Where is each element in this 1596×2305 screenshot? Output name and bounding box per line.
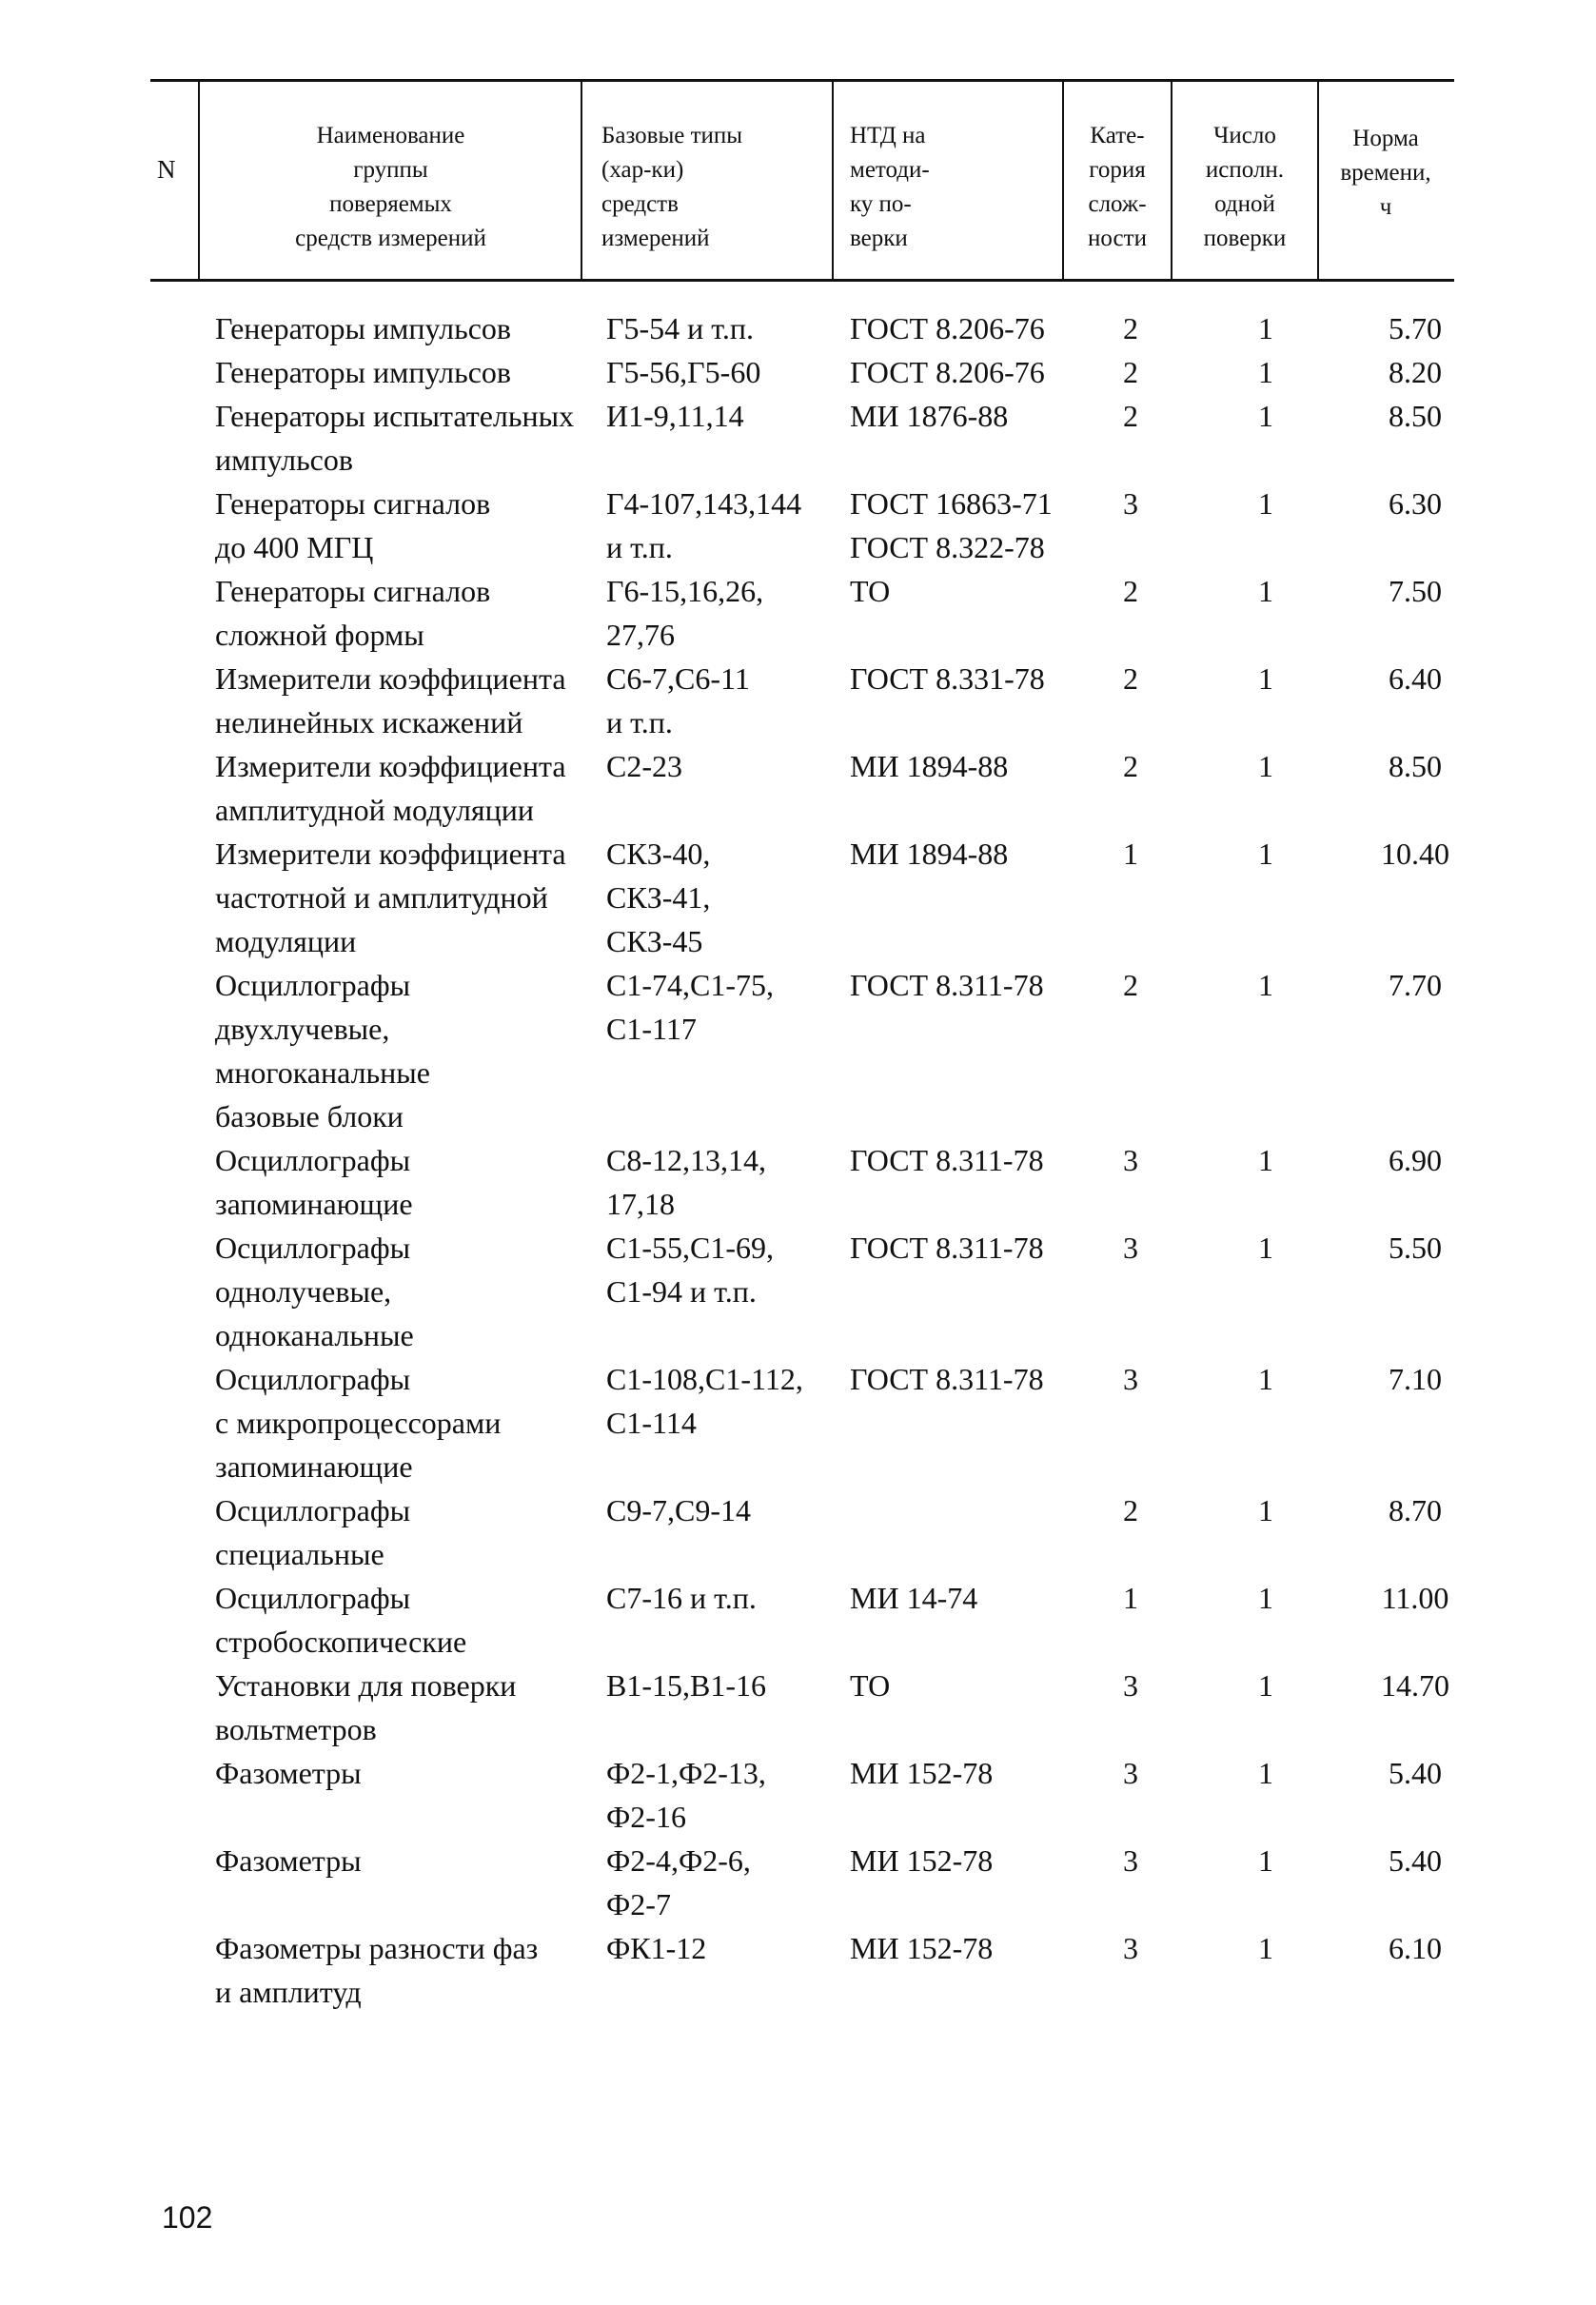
cell-base-types-line: С7-16 и т.п.	[606, 1581, 757, 1615]
cell-base-types	[606, 832, 710, 963]
cell-name	[215, 744, 566, 832]
cell-ntd-line: ГОСТ 16863-71	[850, 486, 1053, 521]
cell-name	[215, 1926, 538, 2014]
cell-name-line: Генераторы сигналов	[215, 486, 491, 521]
header-category-line: ности	[1088, 226, 1147, 251]
cell-norm: 5.50	[1389, 1231, 1442, 1265]
header-norm-line: ч	[1379, 194, 1392, 220]
cell-category: 3	[1123, 1362, 1138, 1396]
cell-name	[215, 963, 430, 1138]
cell-base-types	[606, 1357, 803, 1445]
cell-base-types	[606, 963, 774, 1051]
cell-name-line: Измерители коэффициента	[215, 661, 566, 696]
cell-name-line: Генераторы сигналов	[215, 574, 491, 608]
cell-name-line: Осциллографы	[215, 1493, 411, 1527]
header-ntd-line: методи-	[850, 157, 930, 183]
cell-base-types-line: СКЗ-40,	[606, 837, 711, 871]
table-header-bottom-rule	[150, 279, 1454, 282]
table-row	[0, 1138, 1596, 1226]
header-norm	[1319, 122, 1452, 225]
header-count-line: одной	[1214, 191, 1275, 217]
cell-base-types-line: Ф2-4,Ф2-6,	[606, 1843, 751, 1878]
cell-category: 2	[1123, 661, 1138, 696]
cell-name	[215, 1576, 466, 1664]
cell-base-types	[606, 482, 801, 569]
column-divider	[832, 82, 834, 280]
header-types-line: средств	[601, 191, 679, 217]
cell-name-line: с микропроцессорами	[215, 1406, 502, 1440]
cell-norm: 7.50	[1389, 574, 1442, 608]
cell-name-line: и амплитуд	[215, 1975, 362, 2009]
cell-name-line: Фазометры	[215, 1843, 362, 1878]
cell-base-types-line: СКЗ-41,	[606, 880, 711, 915]
cell-name-line: вольтметров	[215, 1712, 377, 1746]
cell-base-types-line: Ф2-16	[606, 1800, 686, 1834]
cell-category: 1	[1123, 837, 1138, 871]
cell-base-types-line: И1-9,11,14	[606, 399, 744, 433]
header-name-line: поверяемых	[329, 191, 452, 217]
cell-name-line: модуляции	[215, 924, 357, 958]
cell-ntd	[850, 569, 890, 613]
cell-category: 3	[1123, 1143, 1138, 1177]
table-row	[0, 482, 1596, 569]
cell-count: 1	[1258, 1231, 1273, 1265]
cell-name-line: амплитудной модуляции	[215, 793, 535, 827]
cell-base-types-line: Ф2-1,Ф2-13,	[606, 1756, 766, 1790]
cell-ntd-line: МИ 1894-88	[850, 749, 1009, 783]
cell-name-line: Осциллографы	[215, 1362, 411, 1396]
cell-name-line: Осциллографы	[215, 1231, 411, 1265]
cell-ntd-line: МИ 152-78	[850, 1756, 994, 1790]
cell-ntd	[850, 657, 1045, 700]
cell-category: 3	[1123, 1756, 1138, 1790]
cell-name-line: базовые блоки	[215, 1099, 404, 1133]
cell-base-types-line: В1-15,В1-16	[606, 1668, 766, 1703]
cell-category: 3	[1123, 1231, 1138, 1265]
cell-name-line: Измерители коэффициента	[215, 749, 566, 783]
cell-base-types-line: Г5-54 и т.п.	[606, 311, 754, 345]
cell-ntd	[850, 1839, 993, 1882]
cell-category: 2	[1123, 311, 1138, 345]
header-base-types	[601, 119, 742, 256]
cell-ntd	[850, 1357, 1044, 1401]
cell-name-line: Осциллографы	[215, 1581, 411, 1615]
table-row	[0, 569, 1596, 657]
cell-ntd	[850, 1751, 993, 1795]
cell-name	[215, 350, 511, 394]
cell-ntd-line: ГОСТ 8.311-78	[850, 1231, 1044, 1265]
header-norm-line: Норма	[1352, 126, 1419, 151]
cell-base-types-line: Г6-15,16,26,	[606, 574, 764, 608]
cell-name-line: двухлучевые,	[215, 1012, 390, 1046]
cell-ntd-line: ГОСТ 8.311-78	[850, 1143, 1044, 1177]
cell-ntd	[850, 744, 1008, 788]
header-ntd-line: верки	[850, 226, 908, 251]
cell-name-line: специальные	[215, 1537, 384, 1571]
cell-name	[215, 569, 490, 657]
table-row	[0, 1926, 1596, 2014]
header-count-line: исполн.	[1205, 157, 1285, 183]
cell-ntd	[850, 482, 1053, 569]
cell-name-line: частотной и амплитудной	[215, 880, 548, 915]
cell-name	[215, 832, 566, 963]
header-name-line: группы	[353, 157, 428, 183]
cell-base-types	[606, 394, 744, 438]
cell-ntd	[850, 1138, 1044, 1182]
cell-name-line: одноканальные	[215, 1318, 414, 1352]
cell-category: 2	[1123, 968, 1138, 1002]
cell-ntd-line: МИ 152-78	[850, 1843, 994, 1878]
cell-base-types-line: С8-12,13,14,	[606, 1143, 766, 1177]
cell-name-line: до 400 МГЦ	[215, 530, 374, 564]
cell-base-types-line: С1-55,С1-69,	[606, 1231, 774, 1265]
cell-name-line: Установки для поверки	[215, 1668, 517, 1703]
cell-name	[215, 394, 574, 482]
cell-name	[215, 482, 490, 569]
table-row	[0, 394, 1596, 482]
cell-name-line: Генераторы импульсов	[215, 355, 511, 389]
cell-norm: 11.00	[1381, 1581, 1449, 1615]
cell-norm: 8.50	[1389, 749, 1442, 783]
cell-base-types	[606, 569, 763, 657]
cell-norm: 6.10	[1389, 1931, 1442, 1965]
cell-ntd-line: ГОСТ 8.206-76	[850, 355, 1045, 389]
column-divider	[198, 82, 200, 280]
cell-name	[215, 1357, 501, 1488]
cell-base-types-line: ФК1-12	[606, 1931, 707, 1965]
cell-count: 1	[1258, 1931, 1273, 1965]
cell-name-line: Фазометры	[215, 1756, 362, 1790]
cell-ntd-line: МИ 152-78	[850, 1931, 994, 1965]
table-row	[0, 832, 1596, 963]
cell-count: 1	[1258, 661, 1273, 696]
cell-base-types	[606, 1576, 757, 1620]
cell-base-types-line: Г5-56,Г5-60	[606, 355, 761, 389]
cell-norm: 10.40	[1381, 837, 1449, 871]
cell-name-line: нелинейных искажений	[215, 705, 523, 739]
cell-category: 3	[1123, 486, 1138, 521]
header-name-line: Наименование	[316, 123, 465, 148]
cell-base-types	[606, 1751, 766, 1839]
cell-ntd-line: ГОСТ 8.206-76	[850, 311, 1045, 345]
cell-count: 1	[1258, 749, 1273, 783]
cell-category: 3	[1123, 1668, 1138, 1703]
cell-base-types-line: С6-7,С6-11	[606, 661, 750, 696]
cell-ntd-line: ГОСТ 8.331-78	[850, 661, 1045, 696]
cell-count: 1	[1258, 1756, 1273, 1790]
table-row	[0, 1488, 1596, 1576]
cell-name-line: однолучевые,	[215, 1274, 392, 1309]
cell-base-types-line: С2-23	[606, 749, 682, 783]
cell-name	[215, 1839, 362, 1882]
cell-count: 1	[1258, 968, 1273, 1002]
header-name-line: средств измерений	[295, 226, 486, 251]
header-count-line: Число	[1213, 123, 1276, 148]
header-category	[1064, 119, 1171, 256]
cell-ntd	[850, 963, 1044, 1007]
cell-ntd-line: ТО	[850, 1668, 891, 1703]
cell-ntd-line: МИ 1894-88	[850, 837, 1009, 871]
page-number: 102	[162, 2200, 213, 2235]
cell-norm: 14.70	[1381, 1668, 1449, 1703]
cell-name	[215, 1751, 362, 1795]
cell-base-types	[606, 1839, 751, 1926]
cell-category: 2	[1123, 355, 1138, 389]
cell-base-types-line: С1-108,С1-112,	[606, 1362, 803, 1396]
cell-name	[215, 1226, 414, 1357]
table-row	[0, 1839, 1596, 1926]
table-row	[0, 1576, 1596, 1664]
table-row	[0, 1357, 1596, 1488]
table-row	[0, 657, 1596, 744]
cell-name-line: стробоскопические	[215, 1625, 467, 1659]
header-count	[1172, 119, 1317, 256]
cell-category: 2	[1123, 399, 1138, 433]
header-types-line: (хар-ки)	[601, 157, 684, 183]
cell-ntd-line: ТО	[850, 574, 891, 608]
cell-ntd	[850, 1926, 993, 1970]
cell-ntd	[850, 1664, 890, 1707]
cell-norm: 8.20	[1389, 355, 1442, 389]
table-row	[0, 1664, 1596, 1751]
header-count-line: поверки	[1203, 226, 1287, 251]
table-row	[0, 744, 1596, 832]
cell-category: 2	[1123, 574, 1138, 608]
cell-norm: 7.70	[1389, 968, 1442, 1002]
cell-name-line: Фазометры разности фаз	[215, 1931, 539, 1965]
cell-norm: 8.70	[1389, 1493, 1442, 1527]
cell-ntd	[850, 1226, 1044, 1270]
cell-name-line: Измерители коэффициента	[215, 837, 566, 871]
header-ntd	[850, 119, 930, 256]
table-row	[0, 350, 1596, 394]
cell-base-types	[606, 350, 760, 394]
cell-base-types	[606, 1488, 751, 1532]
cell-category: 1	[1123, 1581, 1138, 1615]
cell-base-types-line: 17,18	[606, 1187, 675, 1221]
cell-count: 1	[1258, 1362, 1273, 1396]
cell-name-line: запоминающие	[215, 1449, 413, 1484]
cell-norm: 5.70	[1389, 311, 1442, 345]
cell-name-line: Генераторы импульсов	[215, 311, 511, 345]
header-n	[157, 152, 176, 187]
cell-category: 3	[1123, 1843, 1138, 1878]
table-row	[0, 1226, 1596, 1357]
cell-count: 1	[1258, 486, 1273, 521]
cell-count: 1	[1258, 1668, 1273, 1703]
cell-name	[215, 1664, 516, 1751]
header-category-line: гория	[1089, 157, 1146, 183]
cell-name	[215, 1138, 413, 1226]
cell-category: 3	[1123, 1931, 1138, 1965]
cell-count: 1	[1258, 311, 1273, 345]
cell-name-line: многоканальные	[215, 1055, 430, 1090]
cell-base-types-line: С1-114	[606, 1406, 697, 1440]
cell-base-types-line: С1-94 и т.п.	[606, 1274, 757, 1309]
header-norm-line: времени,	[1340, 160, 1431, 186]
cell-base-types-line: Ф2-7	[606, 1887, 671, 1921]
cell-name-line: Осциллографы	[215, 968, 411, 1002]
cell-ntd	[850, 394, 1008, 438]
cell-name-line: импульсов	[215, 443, 353, 477]
cell-ntd	[850, 1576, 977, 1620]
header-category-line: слож-	[1088, 191, 1147, 217]
cell-base-types-line: С1-117	[606, 1012, 697, 1046]
table-row	[0, 1751, 1596, 1839]
header-types-line: Базовые типы	[601, 123, 743, 148]
table-row	[0, 306, 1596, 350]
cell-count: 1	[1258, 399, 1273, 433]
cell-base-types	[606, 1138, 766, 1226]
cell-base-types-line: 27,76	[606, 618, 675, 652]
cell-name	[215, 1488, 410, 1576]
cell-base-types-line: и т.п.	[606, 530, 673, 564]
cell-norm: 6.30	[1389, 486, 1442, 521]
cell-count: 1	[1258, 1493, 1273, 1527]
cell-count: 1	[1258, 1581, 1273, 1615]
cell-category: 2	[1123, 749, 1138, 783]
cell-norm: 5.40	[1389, 1756, 1442, 1790]
cell-norm: 5.40	[1389, 1843, 1442, 1878]
cell-count: 1	[1258, 355, 1273, 389]
cell-name-line: Генераторы испытательных	[215, 399, 575, 433]
cell-name-line: сложной формы	[215, 618, 424, 652]
cell-name-line: запоминающие	[215, 1187, 413, 1221]
cell-count: 1	[1258, 837, 1273, 871]
cell-ntd-line: ГОСТ 8.322-78	[850, 530, 1045, 564]
cell-name	[215, 657, 566, 744]
cell-norm: 6.90	[1389, 1143, 1442, 1177]
cell-base-types	[606, 1926, 706, 1970]
column-divider	[581, 82, 582, 280]
cell-norm: 8.50	[1389, 399, 1442, 433]
cell-ntd-line: МИ 14-74	[850, 1581, 978, 1615]
header-n-text: N	[157, 155, 176, 184]
cell-base-types	[606, 657, 750, 744]
header-types-line: измерений	[601, 226, 710, 251]
cell-base-types	[606, 1226, 774, 1313]
cell-ntd-line: МИ 1876-88	[850, 399, 1009, 433]
cell-norm: 7.10	[1389, 1362, 1442, 1396]
cell-base-types	[606, 1664, 766, 1707]
cell-count: 1	[1258, 1843, 1273, 1878]
header-name	[207, 119, 574, 256]
header-ntd-line: ку по-	[850, 191, 912, 217]
cell-ntd	[850, 306, 1045, 350]
header-ntd-line: НТД на	[850, 123, 926, 148]
table-row	[0, 963, 1596, 1138]
cell-ntd	[850, 832, 1008, 876]
cell-count: 1	[1258, 1143, 1273, 1177]
cell-base-types	[606, 744, 682, 788]
cell-ntd-line: ГОСТ 8.311-78	[850, 1362, 1044, 1396]
cell-base-types	[606, 306, 754, 350]
cell-ntd-line: ГОСТ 8.311-78	[850, 968, 1044, 1002]
cell-count: 1	[1258, 574, 1273, 608]
cell-name	[215, 306, 511, 350]
cell-category: 2	[1123, 1493, 1138, 1527]
cell-base-types-line: С1-74,С1-75,	[606, 968, 774, 1002]
cell-base-types-line: Г4-107,143,144	[606, 486, 802, 521]
cell-ntd	[850, 350, 1045, 394]
cell-name-line: Осциллографы	[215, 1143, 411, 1177]
cell-base-types-line: и т.п.	[606, 705, 673, 739]
cell-base-types-line: С9-7,С9-14	[606, 1493, 751, 1527]
table-top-rule	[150, 79, 1454, 82]
cell-norm: 6.40	[1389, 661, 1442, 696]
cell-base-types-line: СКЗ-45	[606, 924, 703, 958]
header-category-line: Кате-	[1090, 123, 1145, 148]
